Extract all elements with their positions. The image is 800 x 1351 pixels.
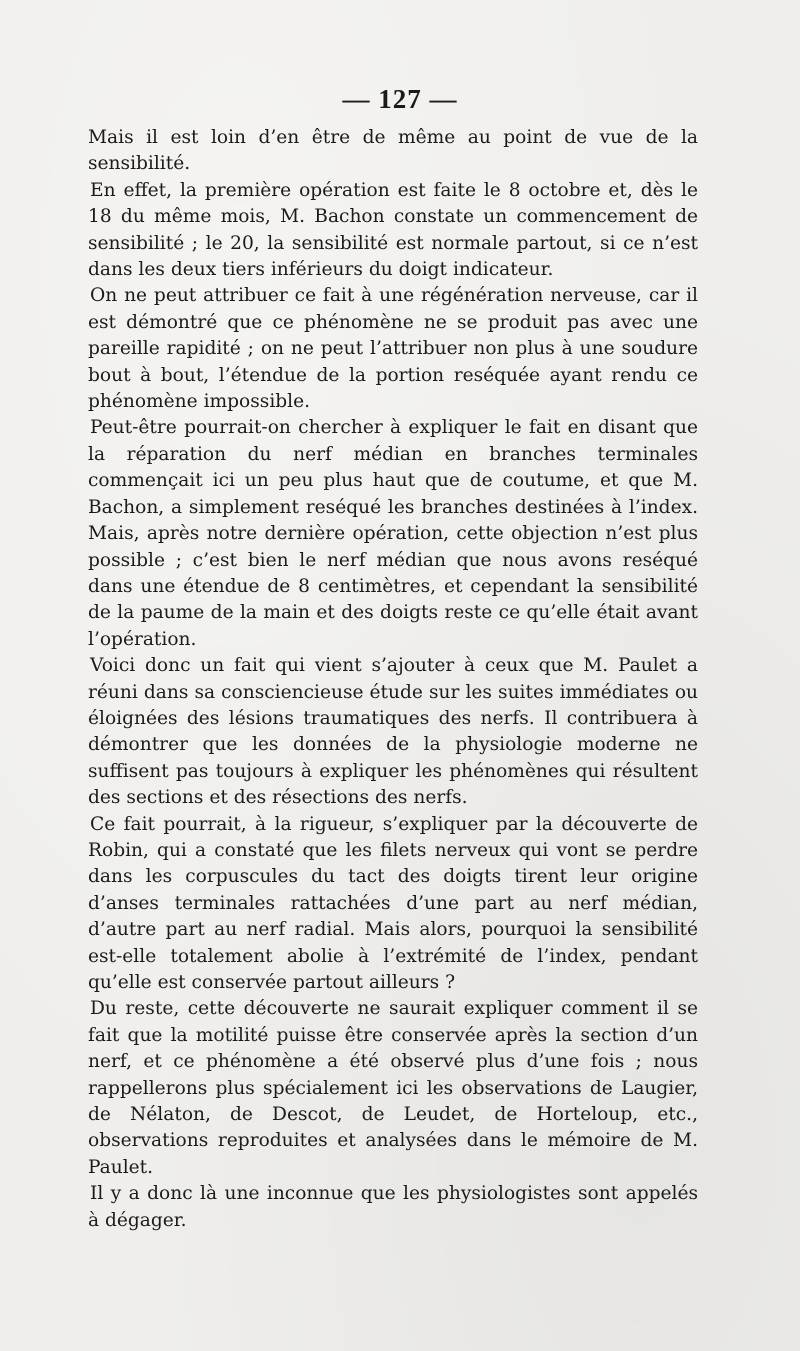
paragraph-1: Mais il est loin d’en être de même au point de vue de la sensibilité.	[88, 127, 698, 175]
paragraph-8: Il y a donc là une inconnue que les physiologistes sont appelés à dégager.	[88, 1183, 698, 1231]
page-number: — 127 —	[342, 84, 458, 114]
body-text	[88, 125, 698, 1234]
paragraph-2: En effet, la première opération est faite le 8 octobre et, dès le 18 du même mois, M. Bachon constate un commencement de sensibilité ; le 20, la sensibilité est normale partout, si ce n’est dans les deux tiers inférieurs du doigt indicateur.	[88, 179, 698, 281]
paragraph-7: Du reste, cette découverte ne saurait expliquer comment il se fait que la motilité puisse être conservée après la section d’un nerf, et ce phénomène a été observé plus d’une fois ; nous rappellerons plus spécialement ici les observations de Laugier, de Nélaton, de Descot, de Leudet, de Horteloup, etc., observations reproduites et analysées dans le mémoire de M. Paulet.	[88, 998, 698, 1178]
paragraph-3: On ne peut attribuer ce fait à une régénération nerveuse, car il est démontré que ce phénomène ne se produit pas avec une pareille rapidité ; on ne peut l’attribuer non plus à une soudure bout à bout, l’étendue de la portion reséquée ayant rendu ce phénomène impossible.	[88, 285, 698, 413]
paragraph-6: Ce fait pourrait, à la rigueur, s’expliquer par la découverte de Robin, qui a constaté que les filets nerveux qui vont se perdre dans les corpuscules du tact des doigts tirent leur origine d’anses terminales rattachées d’une part au nerf médian, d’autre part au nerf radial. Mais alors, pourquoi la sensibilité est-elle totalement abolie à l’extrémité de l’index, pendant qu’elle est conservée partout ailleurs ?	[88, 813, 698, 993]
paragraph-4: Peut-être pourrait-on chercher à expliquer le fait en disant que la réparation du nerf médian en branches terminales commençait ici un peu plus haut que de coutume, et que M. Bachon, a simplement reséqué les branches destinées à l’index. Mais, après notre dernière opération, cette objection n’est plus possible ; c’est bien le nerf médian que nous avons reséqué dans une étendue de 8 centimètres, et cependant la sensibilité de la paume de la main et des doigts reste ce qu’elle était avant l’opération.	[88, 417, 698, 650]
paragraph-5: Voici donc un fait qui vient s’ajouter à ceux que M. Paulet a réuni dans sa consciencieuse étude sur les suites immédiates ou éloignées des lésions traumatiques des nerfs. Il contribuera à démontrer que les données de la physiologie moderne ne suffisent pas toujours à expliquer les phénomènes qui résultent des sections et des résections des nerfs.	[88, 655, 698, 809]
